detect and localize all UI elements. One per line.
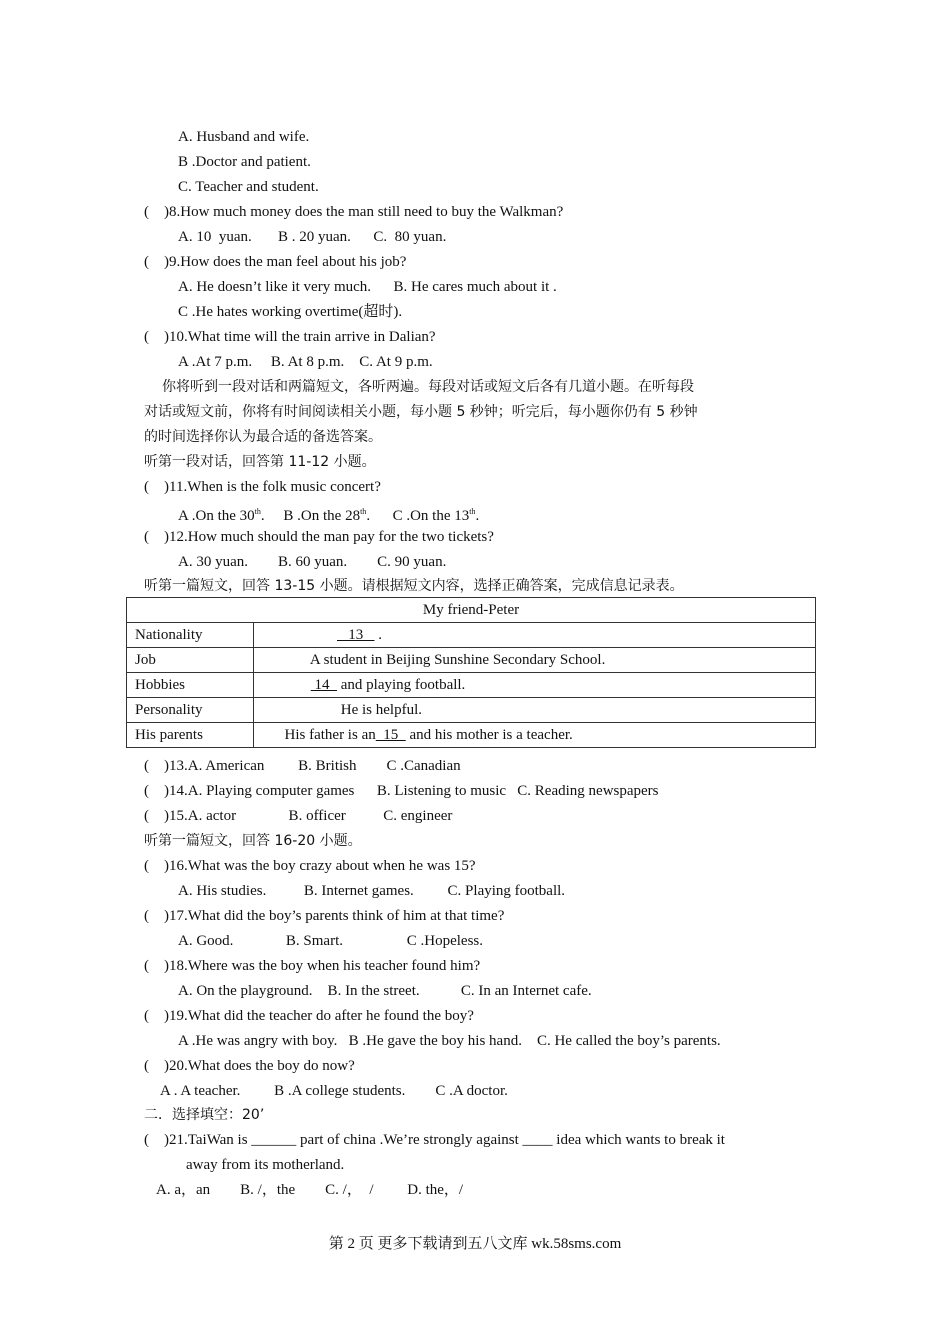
q19-line (144, 1006, 474, 1026)
answer-bracket: ( ) (144, 204, 169, 220)
q19-question: 19.What did the teacher do after he found the boy? (169, 1008, 474, 1024)
q15-options: 15.A. actor B. officer C. engineer (169, 808, 453, 824)
q7-option-b: B .Doctor and patient. (178, 154, 311, 170)
table-key: Nationality (127, 623, 254, 648)
answer-bracket: ( ) (144, 908, 169, 924)
table-value (254, 673, 816, 698)
table-value (254, 698, 816, 723)
section-passage2-heading: 听第一篇短文，回答 16-20 小题。 (144, 833, 362, 849)
q9-question: 9.How does the man feel about his job? (169, 254, 407, 270)
q18-question: 18.Where was the boy when his teacher found him? (169, 958, 481, 974)
q21-line (144, 1130, 725, 1150)
answer-bracket: ( ) (144, 529, 169, 545)
value-text: His father is an (262, 727, 376, 743)
q8-question: 8.How much money does the man still need to buy the Walkman? (169, 204, 564, 220)
value-text: and playing football. (337, 677, 466, 693)
value-text: and his mother is a teacher. (405, 727, 573, 743)
answer-bracket: ( ) (144, 858, 169, 874)
q8-options: A. 10 yuan. B . 20 yuan. C. 80 yuan. (178, 229, 447, 245)
table-row (127, 723, 816, 748)
q17-options: A. Good. B. Smart. C .Hopeless. (178, 933, 483, 949)
fill-blank: 13 (337, 627, 375, 643)
q16-line (144, 856, 476, 876)
q14-options: 14.A. Playing computer games B. Listening to music C. Reading newspapers (169, 783, 659, 799)
table-row (127, 698, 816, 723)
answer-bracket: ( ) (144, 479, 169, 495)
q21-question-cont: away from its motherland. (186, 1157, 345, 1173)
q12-line (144, 527, 494, 547)
q8-line (144, 202, 563, 222)
answer-bracket: ( ) (144, 1008, 169, 1024)
table-value (254, 723, 816, 748)
q9-line (144, 252, 406, 272)
table-row (127, 648, 816, 673)
q11-period: . (475, 508, 480, 524)
fill-blank: 14 (310, 677, 337, 693)
instructions-line-3: 的时间选择你认为最合适的备选答案。 (144, 429, 382, 445)
table-key: Personality (127, 698, 254, 723)
q18-line (144, 956, 480, 976)
q10-question: 10.What time will the train arrive in Dalian? (169, 329, 436, 345)
q14-line (144, 781, 659, 801)
q7-option-c: C. Teacher and student. (178, 179, 319, 195)
answer-bracket: ( ) (144, 1132, 169, 1148)
table-key: His parents (127, 723, 254, 748)
value-text: A student in Beijing Sunshine Secondary School. (262, 652, 606, 668)
q13-line (144, 756, 461, 776)
q17-line (144, 906, 504, 926)
table-row (127, 673, 816, 698)
q11-option-b: . B .On the 28 (260, 508, 361, 524)
table-key: Job (127, 648, 254, 673)
value-text (262, 677, 311, 693)
q20-line (144, 1056, 355, 1076)
q13-options: 13.A. American B. British C .Canadian (169, 758, 461, 774)
q12-question: 12.How much should the man pay for the two tickets? (169, 529, 494, 545)
section-passage1-heading: 听第一篇短文，回答 13-15 小题。请根据短文内容，选择正确答案，完成信息记录表。 (144, 578, 684, 594)
instructions-line-2: 对话或短文前，你将有时间阅读相关小题，每小题 5 秒钟；听完后，每小题你仍有 5 秒钟 (144, 404, 698, 420)
answer-bracket: ( ) (144, 254, 169, 270)
q15-line (144, 806, 452, 826)
q9-options-ab: A. He doesn’t like it very much. B. He cares much about it . (178, 279, 557, 295)
table-value (254, 623, 816, 648)
answer-bracket: ( ) (144, 1058, 169, 1074)
q10-options: A .At 7 p.m. B. At 8 p.m. C. At 9 p.m. (178, 354, 433, 370)
q16-question: 16.What was the boy crazy about when he was 15? (169, 858, 476, 874)
answer-bracket: ( ) (144, 958, 169, 974)
q12-options: A. 30 yuan. B. 60 yuan. C. 90 yuan. (178, 554, 447, 570)
value-text: He is helpful. (262, 702, 422, 718)
section-dialog-heading: 听第一段对话，回答第 11-12 小题。 (144, 454, 376, 470)
q18-options: A. On the playground. B. In the street. C. In an Internet cafe. (178, 983, 592, 999)
q11-option-a: A .On the 30 (178, 508, 255, 524)
value-text (262, 627, 337, 643)
fill-blank: 15 (375, 727, 406, 743)
q11-question: 11.When is the folk music concert? (169, 479, 381, 495)
section-two-heading: 二．选择填空：20’ (144, 1107, 265, 1123)
q20-question: 20.What does the boy do now? (169, 1058, 355, 1074)
q11-option-c: . C .On the 13 (366, 508, 470, 524)
q10-line (144, 327, 436, 347)
table-value (254, 648, 816, 673)
q9-option-c: C .He hates working overtime(超时). (178, 304, 403, 320)
ordinal-suffix: th (360, 507, 367, 516)
q11-line (144, 477, 381, 497)
value-text: . (374, 627, 382, 643)
q17-question: 17.What did the boy’s parents think of him at that time? (169, 908, 505, 924)
table-row (127, 623, 816, 648)
table-title-row (127, 598, 816, 623)
q21-question: 21.TaiWan is ______ part of china .We’re strongly against ____ idea which wants to break it (169, 1132, 725, 1148)
info-record-table (126, 597, 816, 748)
answer-bracket: ( ) (144, 758, 169, 774)
ordinal-suffix: th (254, 507, 261, 516)
q19-options: A .He was angry with boy. B .He gave the boy his hand. C. He called the boy’s parents. (178, 1033, 721, 1049)
answer-bracket: ( ) (144, 783, 169, 799)
table-key: Hobbies (127, 673, 254, 698)
q20-options: A . A teacher. B .A college students. C .A doctor. (160, 1083, 508, 1099)
page-footer: 第 2 页 更多下载请到五八文库 wk.58sms.com (328, 1236, 622, 1252)
answer-bracket: ( ) (144, 329, 169, 345)
q7-option-a: A. Husband and wife. (178, 129, 310, 145)
ordinal-suffix: th (469, 507, 476, 516)
q16-options: A. His studies. B. Internet games. C. Playing football. (178, 883, 566, 899)
q21-options: A. a，an B. /，the C. /， / D. the，/ (156, 1182, 464, 1198)
table-title: My friend-Peter (127, 598, 816, 623)
q11-options (178, 502, 479, 526)
instructions-line-1: 你将听到一段对话和两篇短文，各听两遍。每段对话或短文后各有几道小题。在听每段 (162, 379, 694, 395)
answer-bracket: ( ) (144, 808, 169, 824)
